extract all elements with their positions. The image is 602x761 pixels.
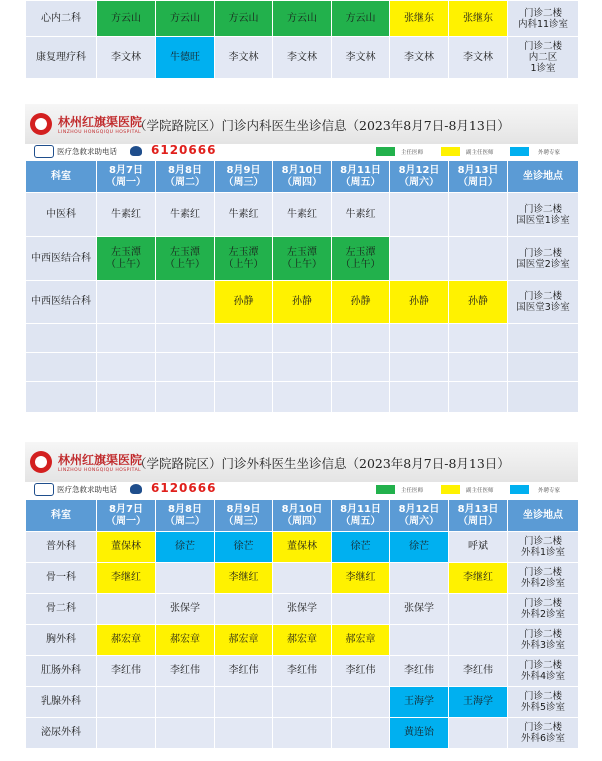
dept-cell bbox=[26, 324, 97, 353]
doctor-cell: 方云山 bbox=[156, 1, 215, 37]
doctor-cell: 徐芒 bbox=[156, 532, 215, 563]
legend-swatch-specialist bbox=[510, 485, 529, 494]
doctor-cell: 孙静 bbox=[449, 281, 508, 324]
doctor-cell bbox=[215, 324, 273, 353]
table-row bbox=[26, 353, 579, 382]
header-day-1: 8月7日 （周一） bbox=[97, 161, 156, 193]
doctor-cell: 郝宏章 bbox=[215, 625, 273, 656]
doctor-cell: 牛素红 bbox=[97, 193, 156, 237]
header-day-3: 8月9日 （周三） bbox=[215, 500, 273, 532]
doctor-cell: 李文林 bbox=[449, 37, 508, 79]
table-row bbox=[26, 532, 579, 563]
header-location: 坐诊地点 bbox=[508, 500, 579, 532]
doctor-cell: 李红伟 bbox=[156, 656, 215, 687]
table-row bbox=[26, 656, 579, 687]
doctor-cell bbox=[390, 237, 449, 281]
doctor-cell: 郝宏章 bbox=[332, 625, 390, 656]
legend-swatch-attending bbox=[376, 485, 395, 494]
doctor-cell: 李继红 bbox=[449, 563, 508, 594]
location-cell: 门诊二楼 内二区 1诊室 bbox=[508, 37, 579, 79]
header-day-7: 8月13日 （周日） bbox=[449, 161, 508, 193]
doctor-cell: 董保林 bbox=[273, 532, 332, 563]
location-cell: 门诊二楼 外科2诊室 bbox=[508, 594, 579, 625]
header-day-4: 8月10日 （周四） bbox=[273, 500, 332, 532]
doctor-cell bbox=[332, 353, 390, 382]
header-day-3: 8月9日 （周三） bbox=[215, 161, 273, 193]
dept-cell bbox=[26, 353, 97, 382]
doctor-cell: 方云山 bbox=[332, 1, 390, 37]
doctor-cell: 孙静 bbox=[332, 281, 390, 324]
doctor-cell: 牛素红 bbox=[215, 193, 273, 237]
doctor-cell: 郝宏章 bbox=[97, 625, 156, 656]
dept-cell: 心内二科 bbox=[26, 1, 97, 37]
doctor-cell: 牛素红 bbox=[332, 193, 390, 237]
hospital-english-name: LINZHOU HONGQIQU HOSPITAL bbox=[58, 468, 142, 473]
doctor-cell: 李红伟 bbox=[390, 656, 449, 687]
legend-swatch-associate bbox=[441, 147, 460, 156]
doctor-cell: 牛德旺 bbox=[156, 37, 215, 79]
header-location: 坐诊地点 bbox=[508, 161, 579, 193]
doctor-cell bbox=[273, 353, 332, 382]
doctor-cell bbox=[449, 382, 508, 413]
doctor-cell: 左玉潭 （上午） bbox=[97, 237, 156, 281]
location-cell: 门诊二楼 外科5诊室 bbox=[508, 687, 579, 718]
doctor-cell bbox=[156, 281, 215, 324]
doctor-cell bbox=[449, 594, 508, 625]
header-day-7: 8月13日 （周日） bbox=[449, 500, 508, 532]
doctor-cell: 徐芒 bbox=[390, 532, 449, 563]
internal-header-row bbox=[26, 161, 579, 193]
doctor-cell bbox=[390, 324, 449, 353]
doctor-cell: 李继红 bbox=[332, 563, 390, 594]
table-row bbox=[26, 687, 579, 718]
table-row bbox=[26, 625, 579, 656]
doctor-cell bbox=[156, 718, 215, 749]
doctor-cell bbox=[390, 563, 449, 594]
surgery-header-row bbox=[26, 500, 579, 532]
doctor-cell bbox=[97, 324, 156, 353]
doctor-cell bbox=[273, 324, 332, 353]
doctor-cell: 徐芒 bbox=[332, 532, 390, 563]
doctor-cell: 左玉潭 （上午） bbox=[332, 237, 390, 281]
doctor-cell: 李继红 bbox=[215, 563, 273, 594]
dept-cell: 骨一科 bbox=[26, 563, 97, 594]
legend-label-specialist: 外聘专家 bbox=[538, 150, 561, 156]
surgery-section-title: （学院路院区）门诊外科医生坐诊信息（2023年8月7日-8月13日） bbox=[134, 456, 510, 471]
doctor-cell bbox=[215, 353, 273, 382]
legend-label-associate: 副主任医师 bbox=[466, 488, 494, 494]
legend-swatch-attending bbox=[376, 147, 395, 156]
doctor-cell bbox=[215, 718, 273, 749]
legend-swatch-specialist bbox=[510, 147, 529, 156]
doctor-cell bbox=[390, 193, 449, 237]
internal-schedule-table bbox=[25, 160, 579, 413]
dept-cell: 肛肠外科 bbox=[26, 656, 97, 687]
header-dept: 科室 bbox=[26, 161, 97, 193]
doctor-cell: 李红伟 bbox=[215, 656, 273, 687]
header-day-6: 8月12日 （周六） bbox=[390, 500, 449, 532]
dept-cell: 乳腺外科 bbox=[26, 687, 97, 718]
doctor-cell: 张保学 bbox=[156, 594, 215, 625]
doctor-cell bbox=[449, 718, 508, 749]
table-row bbox=[26, 563, 579, 594]
header-day-2: 8月8日 （周二） bbox=[156, 161, 215, 193]
dept-cell: 中西医结合科 bbox=[26, 281, 97, 324]
doctor-cell: 张继东 bbox=[449, 1, 508, 37]
doctor-cell: 王海学 bbox=[390, 687, 449, 718]
header-day-5: 8月11日 （周五） bbox=[332, 161, 390, 193]
location-cell bbox=[508, 382, 579, 413]
hospital-logo-icon bbox=[30, 113, 52, 135]
doctor-cell bbox=[332, 324, 390, 353]
location-cell: 门诊二楼 国医堂2诊室 bbox=[508, 237, 579, 281]
doctor-cell bbox=[390, 353, 449, 382]
dept-cell: 普外科 bbox=[26, 532, 97, 563]
doctor-cell: 李文林 bbox=[97, 37, 156, 79]
phone-label: 医疗急救求助电话 bbox=[57, 147, 117, 156]
doctor-cell: 李继红 bbox=[97, 563, 156, 594]
hospital-name: 林州红旗渠医院 bbox=[58, 115, 143, 129]
header-day-5: 8月11日 （周五） bbox=[332, 500, 390, 532]
doctor-cell: 方云山 bbox=[273, 1, 332, 37]
doctor-cell: 牛素红 bbox=[156, 193, 215, 237]
hand-phone-icon bbox=[130, 484, 142, 494]
dept-cell: 康复理疗科 bbox=[26, 37, 97, 79]
doctor-cell: 方云山 bbox=[215, 1, 273, 37]
hand-phone-icon bbox=[130, 146, 142, 156]
doctor-cell bbox=[156, 687, 215, 718]
doctor-cell bbox=[332, 687, 390, 718]
hospital-english-name: LINZHOU HONGQIQU HOSPITAL bbox=[58, 130, 142, 135]
hospital-name: 林州红旗渠医院 bbox=[58, 453, 143, 467]
dept-cell: 中医科 bbox=[26, 193, 97, 237]
location-cell: 门诊二楼 内科11诊室 bbox=[508, 1, 579, 37]
dept-cell: 泌尿外科 bbox=[26, 718, 97, 749]
doctor-cell bbox=[215, 382, 273, 413]
doctor-cell: 牛素红 bbox=[273, 193, 332, 237]
doctor-cell: 徐芒 bbox=[215, 532, 273, 563]
doctor-cell bbox=[390, 625, 449, 656]
doctor-cell bbox=[97, 281, 156, 324]
doctor-cell bbox=[273, 382, 332, 413]
doctor-cell bbox=[215, 687, 273, 718]
table-row bbox=[26, 237, 579, 281]
surgery-schedule-table bbox=[25, 499, 579, 749]
doctor-cell bbox=[332, 718, 390, 749]
doctor-cell: 李红伟 bbox=[97, 656, 156, 687]
table-row bbox=[26, 1, 579, 37]
phone-number: 6120666 bbox=[151, 481, 217, 495]
location-cell bbox=[508, 353, 579, 382]
legend-label-attending: 主任医师 bbox=[401, 150, 424, 156]
doctor-cell: 李文林 bbox=[215, 37, 273, 79]
doctor-cell bbox=[449, 625, 508, 656]
table-row bbox=[26, 382, 579, 413]
internal-section-title: （学院路院区）门诊内科医生坐诊信息（2023年8月7日-8月13日） bbox=[134, 118, 510, 133]
doctor-cell bbox=[449, 353, 508, 382]
doctor-cell bbox=[156, 324, 215, 353]
doctor-cell bbox=[156, 563, 215, 594]
doctor-cell: 李红伟 bbox=[449, 656, 508, 687]
top-schedule-table bbox=[25, 0, 579, 79]
location-cell: 门诊二楼 外科2诊室 bbox=[508, 563, 579, 594]
table-row bbox=[26, 37, 579, 79]
doctor-cell bbox=[273, 687, 332, 718]
doctor-cell bbox=[97, 382, 156, 413]
doctor-cell: 孙静 bbox=[273, 281, 332, 324]
ambulance-icon bbox=[34, 145, 54, 158]
doctor-cell: 王海学 bbox=[449, 687, 508, 718]
doctor-cell: 李文林 bbox=[332, 37, 390, 79]
location-cell: 门诊二楼 国医堂1诊室 bbox=[508, 193, 579, 237]
table-row bbox=[26, 281, 579, 324]
doctor-cell: 李文林 bbox=[273, 37, 332, 79]
doctor-cell bbox=[449, 193, 508, 237]
doctor-cell bbox=[97, 687, 156, 718]
doctor-cell: 孙静 bbox=[390, 281, 449, 324]
location-cell: 门诊二楼 国医堂3诊室 bbox=[508, 281, 579, 324]
header-day-1: 8月7日 （周一） bbox=[97, 500, 156, 532]
doctor-cell: 张继东 bbox=[390, 1, 449, 37]
doctor-cell: 张保学 bbox=[390, 594, 449, 625]
doctor-cell bbox=[273, 563, 332, 594]
doctor-cell bbox=[332, 594, 390, 625]
header-dept: 科室 bbox=[26, 500, 97, 532]
legend-label-associate: 副主任医师 bbox=[466, 150, 494, 156]
ambulance-icon bbox=[34, 483, 54, 496]
doctor-cell bbox=[332, 382, 390, 413]
doctor-cell: 郝宏章 bbox=[156, 625, 215, 656]
doctor-cell: 张保学 bbox=[273, 594, 332, 625]
hospital-logo-icon bbox=[30, 451, 52, 473]
doctor-cell: 郝宏章 bbox=[273, 625, 332, 656]
doctor-cell: 李红伟 bbox=[273, 656, 332, 687]
table-row bbox=[26, 324, 579, 353]
location-cell: 门诊二楼 外科4诊室 bbox=[508, 656, 579, 687]
location-cell: 门诊二楼 外科3诊室 bbox=[508, 625, 579, 656]
doctor-cell: 李红伟 bbox=[332, 656, 390, 687]
phone-label: 医疗急救求助电话 bbox=[57, 485, 117, 494]
location-cell: 门诊二楼 外科1诊室 bbox=[508, 532, 579, 563]
doctor-cell: 方云山 bbox=[97, 1, 156, 37]
doctor-cell bbox=[97, 353, 156, 382]
doctor-cell: 左玉潭 （上午） bbox=[156, 237, 215, 281]
header-day-4: 8月10日 （周四） bbox=[273, 161, 332, 193]
doctor-cell bbox=[156, 353, 215, 382]
doctor-cell bbox=[449, 237, 508, 281]
dept-cell: 骨二科 bbox=[26, 594, 97, 625]
table-row bbox=[26, 594, 579, 625]
doctor-cell: 黄连饴 bbox=[390, 718, 449, 749]
table-row bbox=[26, 718, 579, 749]
doctor-cell bbox=[273, 718, 332, 749]
doctor-cell: 董保林 bbox=[97, 532, 156, 563]
doctor-cell bbox=[215, 594, 273, 625]
doctor-cell: 左玉潭 （上午） bbox=[273, 237, 332, 281]
location-cell: 门诊二楼 外科6诊室 bbox=[508, 718, 579, 749]
dept-cell: 胸外科 bbox=[26, 625, 97, 656]
location-cell bbox=[508, 324, 579, 353]
legend-label-specialist: 外聘专家 bbox=[538, 488, 561, 494]
legend-label-attending: 主任医师 bbox=[401, 488, 424, 494]
doctor-cell bbox=[390, 382, 449, 413]
doctor-cell: 左玉潭 （上午） bbox=[215, 237, 273, 281]
dept-cell bbox=[26, 382, 97, 413]
doctor-cell: 李文林 bbox=[390, 37, 449, 79]
table-row bbox=[26, 193, 579, 237]
doctor-cell bbox=[449, 324, 508, 353]
header-day-2: 8月8日 （周二） bbox=[156, 500, 215, 532]
doctor-cell: 孙静 bbox=[215, 281, 273, 324]
header-day-6: 8月12日 （周六） bbox=[390, 161, 449, 193]
doctor-cell bbox=[97, 594, 156, 625]
doctor-cell bbox=[156, 382, 215, 413]
legend-swatch-associate bbox=[441, 485, 460, 494]
phone-number: 6120666 bbox=[151, 143, 217, 157]
doctor-cell: 呼斌 bbox=[449, 532, 508, 563]
dept-cell: 中西医结合科 bbox=[26, 237, 97, 281]
doctor-cell bbox=[97, 718, 156, 749]
